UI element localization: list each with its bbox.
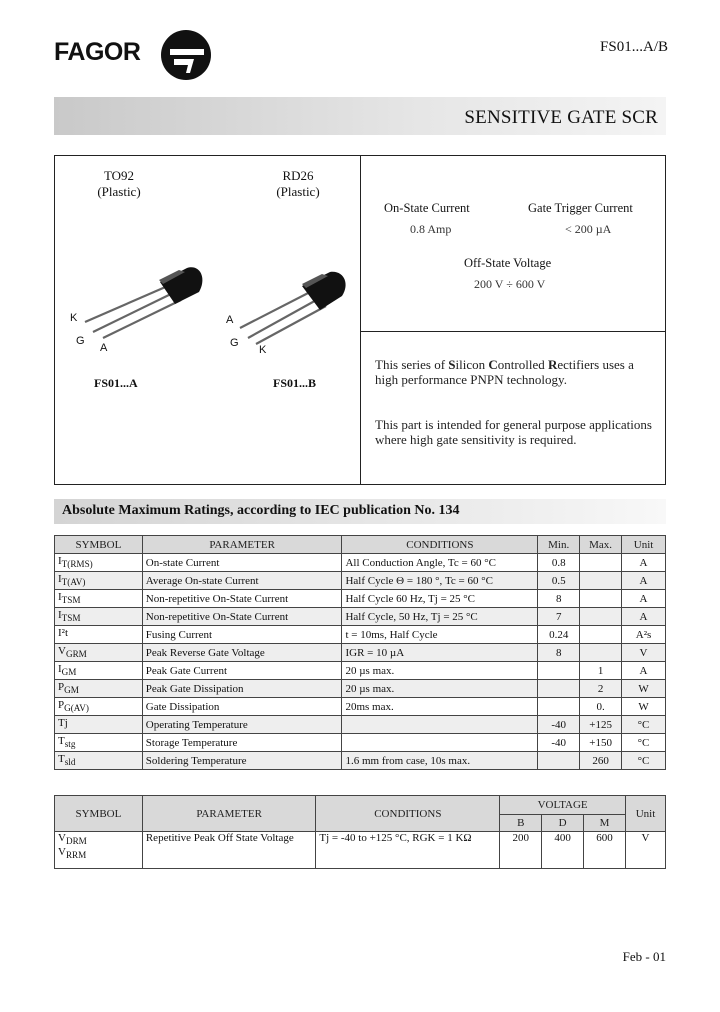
- ratings-row: [55, 590, 666, 608]
- page-title: SENSITIVE GATE SCR: [464, 107, 658, 128]
- part-label-a: FS01...A: [94, 376, 138, 390]
- conditions-cell: [342, 716, 538, 734]
- max-cell: +125: [580, 716, 622, 734]
- voltage-b-cell: 200: [500, 832, 542, 869]
- max-cell: 260: [580, 752, 622, 770]
- symbol-cell: Tj: [55, 716, 143, 734]
- conditions-cell: Half Cycle, 50 Hz, Tj = 25 °C: [342, 608, 538, 626]
- unit-cell: A: [622, 608, 666, 626]
- brand-logo-text: FAGOR: [54, 38, 141, 66]
- ratings-row: [55, 626, 666, 644]
- voltage-symbol-cell: $V_{DRM}$ $V_{RRM}$: [55, 832, 143, 869]
- to92-package-icon: [75, 240, 215, 350]
- package-name: RD26: [282, 168, 314, 183]
- parameter-cell: Peak Gate Current: [142, 662, 342, 680]
- parameter-cell: Soldering Temperature: [142, 752, 342, 770]
- min-cell: 8: [538, 644, 580, 662]
- ratings-row: [55, 554, 666, 572]
- symbol-cell: $I_{GM}$: [55, 662, 143, 680]
- symbol-cell: $I_{T(RMS)}$: [55, 554, 143, 572]
- symbol-cell: $T_{sld}$: [55, 752, 143, 770]
- parameter-cell: Peak Reverse Gate Voltage: [142, 644, 342, 662]
- min-cell: 7: [538, 608, 580, 626]
- off-state-voltage-label: Off-State Voltage: [464, 256, 552, 270]
- unit-cell: A²s: [622, 626, 666, 644]
- voltage-unit-cell: V: [626, 832, 666, 869]
- voltage-m-cell: 600: [584, 832, 626, 869]
- ratings-body: [55, 554, 666, 770]
- min-cell: -40: [538, 734, 580, 752]
- unit-cell: A: [622, 572, 666, 590]
- header-voltage-m: M: [584, 815, 626, 832]
- max-cell: 0.: [580, 698, 622, 716]
- header-voltage-b: B: [500, 815, 542, 832]
- ratings-row: [55, 662, 666, 680]
- max-cell: [580, 554, 622, 572]
- parameter-cell: Operating Temperature: [142, 716, 342, 734]
- unit-cell: A: [622, 662, 666, 680]
- ratings-row: [55, 734, 666, 752]
- min-cell: -40: [538, 716, 580, 734]
- gate-trigger-current-value: < 200 µA: [565, 222, 612, 236]
- symbol-cell: $I_{TSM}$: [55, 590, 143, 608]
- parameter-cell: Peak Gate Dissipation: [142, 680, 342, 698]
- on-state-current-label: On-State Current: [384, 201, 470, 215]
- max-cell: [580, 590, 622, 608]
- min-cell: [538, 680, 580, 698]
- header-conditions: CONDITIONS: [316, 796, 500, 832]
- unit-cell: A: [622, 590, 666, 608]
- gate-trigger-current-label: Gate Trigger Current: [528, 201, 633, 215]
- conditions-cell: All Conduction Angle, Tc = 60 °C: [342, 554, 538, 572]
- header-parameter: PARAMETER: [142, 796, 316, 832]
- ratings-header-row: [55, 536, 666, 554]
- header-voltage: VOLTAGE: [500, 796, 626, 815]
- unit-cell: V: [622, 644, 666, 662]
- fagor-logo-icon: [160, 29, 212, 81]
- unit-cell: °C: [622, 734, 666, 752]
- ratings-row: [55, 608, 666, 626]
- pin-label-k: K: [259, 344, 267, 356]
- ratings-row: [55, 716, 666, 734]
- header-unit: Unit: [626, 796, 666, 832]
- parameter-cell: Fusing Current: [142, 626, 342, 644]
- voltage-conditions-cell: Tj = -40 to +125 °C, RGK = 1 KΩ: [316, 832, 500, 869]
- parameter-cell: Non-repetitive On-State Current: [142, 590, 342, 608]
- max-cell: [580, 644, 622, 662]
- unit-cell: W: [622, 680, 666, 698]
- rd26-package-icon: [232, 262, 362, 352]
- description-paragraph-2: This part is intended for general purpose applications where high gate sensitivity is required.: [375, 417, 652, 447]
- header-voltage-d: D: [542, 815, 584, 832]
- voltage-row: [55, 832, 666, 869]
- description-paragraph-1: This series of Silicon Controlled Rectifiers uses a high performance PNPN technology.: [375, 357, 634, 387]
- conditions-cell: 1.6 mm from case, 10s max.: [342, 752, 538, 770]
- pin-label-a: A: [226, 314, 234, 326]
- pin-label-g: G: [230, 337, 239, 349]
- package-name: TO92: [103, 168, 135, 183]
- parameter-cell: On-state Current: [142, 554, 342, 572]
- unit-cell: °C: [622, 752, 666, 770]
- conditions-cell: t = 10ms, Half Cycle: [342, 626, 538, 644]
- off-state-voltage-value: 200 V ÷ 600 V: [474, 277, 546, 291]
- package-material: (Plastic): [276, 184, 320, 199]
- min-cell: 0.5: [538, 572, 580, 590]
- max-cell: [580, 626, 622, 644]
- parameter-cell: Gate Dissipation: [142, 698, 342, 716]
- pin-label-k: K: [70, 312, 78, 324]
- min-cell: 0.24: [538, 626, 580, 644]
- symbol-cell: $P_{G(AV)}$: [55, 698, 143, 716]
- max-cell: [580, 608, 622, 626]
- pin-label-g: G: [76, 335, 85, 347]
- package-rd26-label: [263, 168, 333, 200]
- symbol-cell: $T_{stg}$: [55, 734, 143, 752]
- header-unit: Unit: [622, 536, 666, 554]
- conditions-cell: Half Cycle Θ = 180 °, Tc = 60 °C: [342, 572, 538, 590]
- symbol-cell: $I_{TSM}$: [55, 608, 143, 626]
- symbol-cell: $I_{T(AV)}$: [55, 572, 143, 590]
- package-to92-label: [84, 168, 154, 200]
- voltage-parameter-cell: Repetitive Peak Off State Voltage: [142, 832, 316, 869]
- ratings-row: [55, 752, 666, 770]
- min-cell: 8: [538, 590, 580, 608]
- ratings-section-title: Absolute Maximum Ratings, according to IEC publication No. 134: [62, 503, 460, 518]
- conditions-cell: Half Cycle 60 Hz, Tj = 25 °C: [342, 590, 538, 608]
- max-cell: 2: [580, 680, 622, 698]
- min-cell: [538, 698, 580, 716]
- max-cell: [580, 572, 622, 590]
- unit-cell: W: [622, 698, 666, 716]
- min-cell: [538, 752, 580, 770]
- ratings-row: [55, 572, 666, 590]
- symbol-cell: I²t: [55, 626, 143, 644]
- header-symbol: SYMBOL: [55, 536, 143, 554]
- ratings-row: [55, 698, 666, 716]
- part-code: FS01...A/B: [600, 39, 668, 55]
- parameter-cell: Non-repetitive On-State Current: [142, 608, 342, 626]
- part-label-b: FS01...B: [273, 376, 317, 390]
- max-cell: 1: [580, 662, 622, 680]
- footer-date: Feb - 01: [622, 949, 666, 964]
- header-min: Min.: [538, 536, 580, 554]
- unit-cell: °C: [622, 716, 666, 734]
- conditions-cell: 20 µs max.: [342, 662, 538, 680]
- voltage-d-cell: 400: [542, 832, 584, 869]
- symbol-cell: $P_{GM}$: [55, 680, 143, 698]
- unit-cell: A: [622, 554, 666, 572]
- symbol-cell: $V_{GRM}$: [55, 644, 143, 662]
- parameter-cell: Average On-state Current: [142, 572, 342, 590]
- ratings-table: [54, 535, 666, 770]
- voltage-header-row: [55, 796, 666, 815]
- ratings-row: [55, 680, 666, 698]
- header-parameter: PARAMETER: [142, 536, 342, 554]
- on-state-current-value: 0.8 Amp: [410, 222, 452, 236]
- min-cell: 0.8: [538, 554, 580, 572]
- pin-label-a: A: [100, 342, 108, 354]
- ratings-row: [55, 644, 666, 662]
- conditions-cell: 20ms max.: [342, 698, 538, 716]
- max-cell: +150: [580, 734, 622, 752]
- header-conditions: CONDITIONS: [342, 536, 538, 554]
- min-cell: [538, 662, 580, 680]
- package-material: (Plastic): [97, 184, 141, 199]
- voltage-table: [54, 795, 666, 869]
- header-symbol: SYMBOL: [55, 796, 143, 832]
- conditions-cell: 20 µs max.: [342, 680, 538, 698]
- parameter-cell: Storage Temperature: [142, 734, 342, 752]
- conditions-cell: IGR = 10 µA: [342, 644, 538, 662]
- conditions-cell: [342, 734, 538, 752]
- box-divider-horizontal: [360, 331, 666, 332]
- header-max: Max.: [580, 536, 622, 554]
